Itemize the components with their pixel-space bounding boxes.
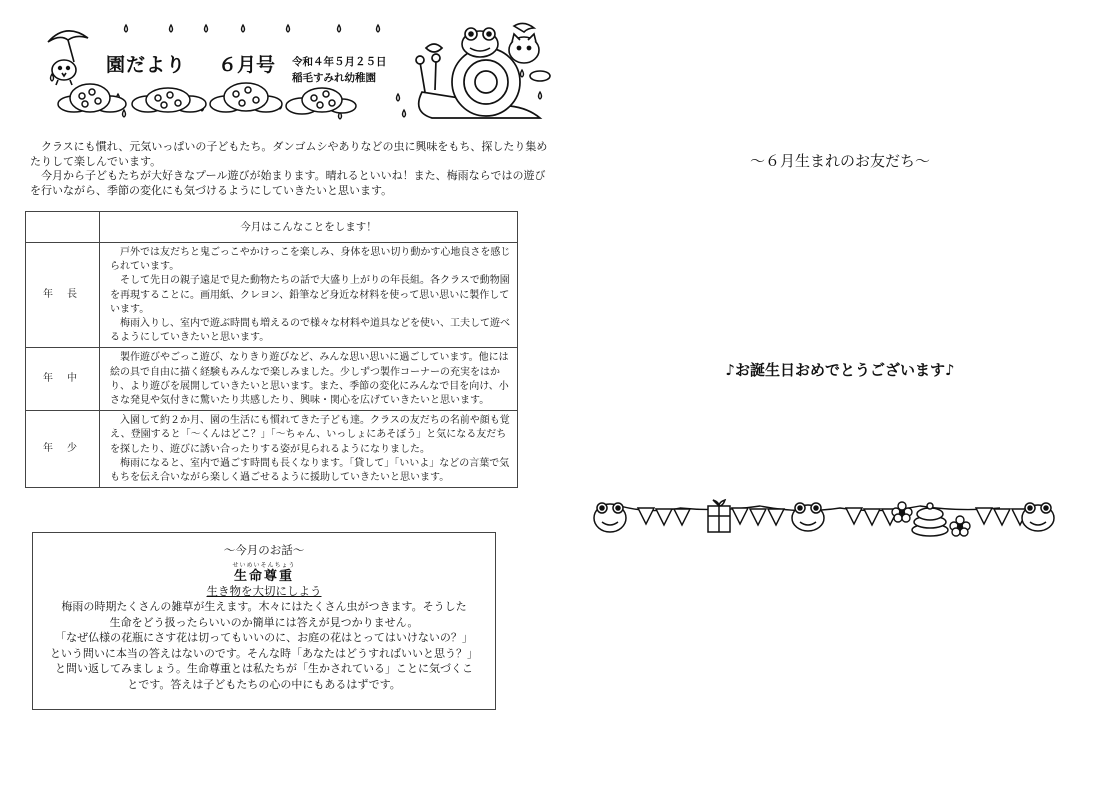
- table-row: [26, 348, 518, 411]
- publish-date: 令和４年５月２５日: [292, 56, 387, 68]
- grade-description: [100, 348, 518, 411]
- activity-paragraph: 梅雨になると、室内で過ごす時間も長くなります。「貸して」「いいよ」などの言葉で気もちを伝え合いながら楽しく過ごせるように援助していきたいと思います。: [110, 457, 510, 484]
- story-line: 生命をどう扱ったらいいのか簡単には答えが見つかりません。: [109, 615, 419, 629]
- table-row: [26, 243, 518, 348]
- frog-icon: [462, 28, 498, 57]
- bunting-garland-illustration: [580, 488, 1080, 544]
- issue-number: ６月号: [218, 54, 276, 76]
- activity-paragraph: 入園して約２か月、園の生活にも慣れてきた子ども達。クラスの友だちの名前や顔も覚え、登園すると「～くんはどこ？」「～ちゃん、いっしょにあそぼう」と気になる友だちを探したり、遊びに誘い合ったりする姿が見られるようになりました。: [110, 415, 510, 455]
- activity-paragraph: 戸外では友だちと鬼ごっこやかけっこを楽しみ、身体を思い切り動かす心地良さを感じられています。: [110, 247, 511, 273]
- grade-description: [100, 243, 518, 348]
- table-corner-cell: [26, 212, 100, 243]
- monthly-story-box: [32, 532, 496, 710]
- grade-label: 年長: [26, 243, 100, 348]
- chick-umbrella-icon: [48, 31, 88, 85]
- newsletter-title: 園だより: [106, 54, 187, 76]
- activity-paragraph: 製作遊びやごっこ遊び、なりきり遊びなど、みんな思い思いに過ごしています。他には絵の具で自由に描く経験もみんなで楽しみました。少しずつ製作コーナーの充実をはかり、より遊びを展開していきたいと思います。また、季節の変化にみんなで目を向け、小さな発見や気付きに驚いたり共感したり、興味・関心を広げていきたいと思います。: [110, 352, 509, 407]
- story-line: とです。答えは子どもたちの心の中にもあるはずです。: [127, 677, 401, 691]
- story-line: 梅雨の時期たくさんの雑草が生えます。木々にはたくさん虫がつきます。そうした: [61, 600, 467, 613]
- present-box-icon: [708, 500, 730, 532]
- intro-text: [30, 140, 552, 198]
- pennant-flag-icon: [638, 508, 1028, 525]
- grade-label: 年少: [26, 411, 100, 488]
- story-subtitle: 生き物を大切にしよう: [206, 583, 322, 598]
- story-title: 生命尊重: [233, 568, 294, 584]
- school-name: 稲毛すみれ幼稚園: [292, 72, 376, 84]
- table-header-row: [26, 212, 518, 243]
- birthday-message: ♪お誕生日おめでとうございます♪: [725, 361, 955, 379]
- newsletter-right-page: [560, 0, 1120, 791]
- monthly-activities-table: [25, 211, 518, 488]
- table-row: [26, 411, 518, 488]
- story-title-ruby: せいめいそんちょう: [232, 561, 296, 569]
- intro-paragraph: 今月から子どもたちが大好きなプール遊びが始まります。晴れるといいね！また、梅雨ならではの遊びを行いながら、季節の変化にも気づけるようにしていきたいと思います。: [30, 169, 546, 197]
- story-line: 「なぜ仏様の花瓶にさす花は切ってもいいのに、お庭の花はとってはいけないの？」: [55, 631, 473, 644]
- story-body: [41, 599, 487, 692]
- story-line: という問いに本当の答えはないのです。そんな時「あなたはどうすればいいと思う？」: [49, 646, 479, 660]
- birthday-section-title: ～６月生まれのお友だち～: [749, 152, 930, 170]
- activity-paragraph: 梅雨入りし、室内で遊ぶ時間も増えるので様々な材料や道具などを使い、工夫して遊べるようにしていきたいと思います。: [110, 318, 510, 344]
- grade-description: [100, 411, 518, 488]
- story-heading: ～今月のお話～: [223, 543, 305, 557]
- story-line: と問い返してみましょう。生命尊重とは私たちが「生かされている」ことに気づくこ: [55, 662, 473, 675]
- activities-header: 今月はこんなことをします！: [100, 212, 518, 243]
- activity-paragraph: そして先日の親子遠足で見た動物たちの話で大盛り上がりの年長組。各クラスで動物園を再現することに。画用紙、クレヨン、鉛筆など身近な材料を使って思い思いに製作しています。: [110, 275, 510, 315]
- intro-paragraph: クラスにも慣れ、元気いっぱいの子どもたち。ダンゴムシやありなどの虫に興味をもち、探したり集めたりして楽しんでいます。: [30, 140, 548, 168]
- hydrangea-icon: [58, 83, 356, 114]
- grade-label: 年中: [26, 348, 100, 411]
